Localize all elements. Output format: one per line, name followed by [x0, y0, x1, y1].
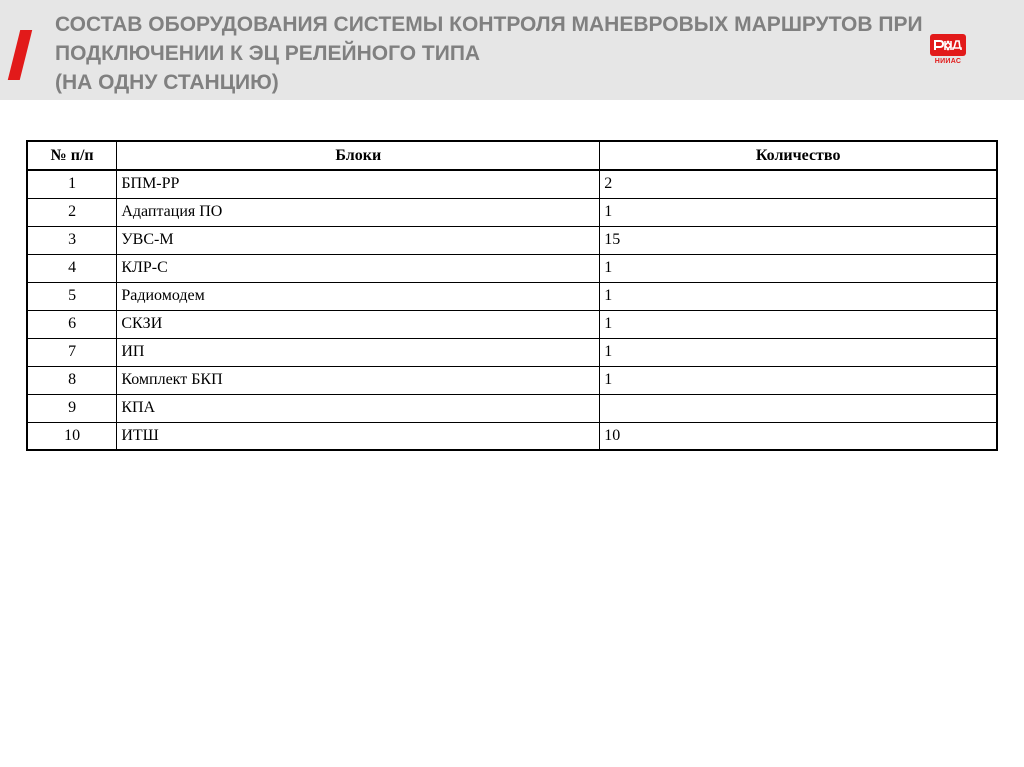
row-number: 6 — [27, 310, 117, 338]
row-quantity: 1 — [600, 338, 997, 366]
row-block: Радиомодем — [117, 282, 600, 310]
table-row — [27, 366, 997, 394]
row-quantity: 1 — [600, 254, 997, 282]
row-block: БПМ-РР — [117, 170, 600, 198]
table-row — [27, 282, 997, 310]
row-block: КПА — [117, 394, 600, 422]
table-row — [27, 170, 997, 198]
row-number: 7 — [27, 338, 117, 366]
row-number: 8 — [27, 366, 117, 394]
row-quantity: 1 — [600, 198, 997, 226]
table-row — [27, 394, 997, 422]
slide-title — [55, 10, 923, 97]
table-row — [27, 338, 997, 366]
row-block: СКЗИ — [117, 310, 600, 338]
row-quantity: 2 — [600, 170, 997, 198]
table-row — [27, 310, 997, 338]
row-number: 1 — [27, 170, 117, 198]
row-block: ИП — [117, 338, 600, 366]
equipment-table — [26, 140, 998, 451]
rzd-niias-logo — [930, 34, 966, 68]
row-block: Адаптация ПО — [117, 198, 600, 226]
table-row — [27, 254, 997, 282]
rzd-logo-icon — [930, 34, 966, 56]
row-block: КЛР-С — [117, 254, 600, 282]
logo-caption: НИИАС — [934, 58, 962, 65]
title-line-1: СОСТАВ ОБОРУДОВАНИЯ СИСТЕМЫ КОНТРОЛЯ МАНЕВРОВЫХ МАРШРУТОВ ПРИ — [55, 13, 923, 36]
row-number: 2 — [27, 198, 117, 226]
table-row — [27, 226, 997, 254]
row-number: 4 — [27, 254, 117, 282]
row-block: УВС-М — [117, 226, 600, 254]
row-quantity — [600, 394, 997, 422]
row-block: Комплект БКП — [117, 366, 600, 394]
title-line-3: (НА ОДНУ СТАНЦИЮ) — [55, 71, 279, 94]
header-quantity: Количество — [600, 141, 997, 170]
row-block: ИТШ — [117, 422, 600, 450]
title-line-2: ПОДКЛЮЧЕНИИ К ЭЦ РЕЛЕЙНОГО ТИПА — [55, 42, 481, 65]
rzd-logo-glyph — [933, 38, 963, 52]
row-quantity: 1 — [600, 366, 997, 394]
table-row — [27, 198, 997, 226]
row-quantity: 15 — [600, 226, 997, 254]
row-quantity: 1 — [600, 310, 997, 338]
header-blocks: Блоки — [117, 141, 600, 170]
row-number: 9 — [27, 394, 117, 422]
row-number: 5 — [27, 282, 117, 310]
header-number: № п/п — [27, 141, 117, 170]
row-quantity: 10 — [600, 422, 997, 450]
table-row — [27, 422, 997, 450]
table-header-row — [27, 141, 997, 170]
row-number: 10 — [27, 422, 117, 450]
row-number: 3 — [27, 226, 117, 254]
row-quantity: 1 — [600, 282, 997, 310]
